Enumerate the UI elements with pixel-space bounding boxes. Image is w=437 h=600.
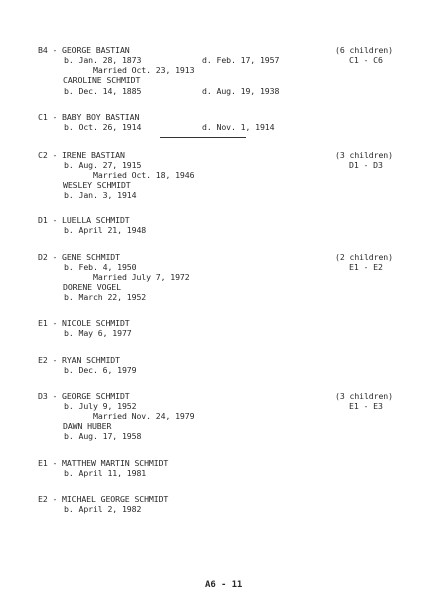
marriage-date: Married Oct. 18, 1946 [93,170,195,180]
children-count: (6 children) [335,45,393,55]
children-count: (3 children) [335,150,393,160]
birth-date: b. April 11, 1981 [64,468,147,478]
spouse-birth-date: b. Aug. 17, 1958 [64,431,142,441]
birth-date: b. Dec. 6, 1979 [64,365,137,375]
entry-code: D2 - [38,252,58,262]
entry-code: E1 - [38,318,58,328]
person-name: BABY BOY BASTIAN [62,112,140,122]
birth-date: b. May 6, 1977 [64,328,132,338]
death-date: d. Feb. 17, 1957 [202,55,280,65]
children-range: E1 - E3 [349,401,383,411]
person-name: GENE SCHMIDT [62,252,120,262]
spouse-birth-date: b. Jan. 3, 1914 [64,190,137,200]
entry-code: E2 - [38,355,58,365]
children-count: (2 children) [335,252,393,262]
birth-date: b. Jan. 28, 1873 [64,55,142,65]
birth-date: b. July 9, 1952 [64,401,137,411]
page-number: A6 - 11 [205,580,243,590]
spouse-name: DAWN HUBER [63,421,112,431]
entry-code: E2 - [38,494,58,504]
person-name: IRENE BASTIAN [62,150,125,160]
birth-date: b. Feb. 4, 1950 [64,262,137,272]
entry-code: E1 - [38,458,58,468]
person-name: GEORGE SCHMIDT [62,391,130,401]
birth-date: b. April 2, 1982 [64,504,142,514]
birth-date: b. Aug. 27, 1915 [64,160,142,170]
children-range: D1 - D3 [349,160,383,170]
person-name: GEORGE BASTIAN [62,45,130,55]
spouse-birth-date: b. March 22, 1952 [64,292,147,302]
death-date: d. Nov. 1, 1914 [202,122,275,132]
entry-code: C2 - [38,150,58,160]
birth-date: b. Oct. 26, 1914 [64,122,142,132]
children-range: C1 - C6 [349,55,383,65]
spouse-birth-date: b. Dec. 14, 1885 [64,86,142,96]
entry-code: D1 - [38,215,58,225]
spouse-name: DORENE VOGEL [63,282,121,292]
person-name: NICOLE SCHMIDT [62,318,130,328]
entry-code: B4 - [38,45,58,55]
marriage-date: Married July 7, 1972 [93,272,190,282]
person-name: LUELLA SCHMIDT [62,215,130,225]
children-range: E1 - E2 [349,262,383,272]
spouse-name: WESLEY SCHMIDT [63,180,131,190]
person-name: MICHAEL GEORGE SCHMIDT [62,494,169,504]
section-divider [160,137,246,138]
children-count: (3 children) [335,391,393,401]
entry-code: D3 - [38,391,58,401]
spouse-death-date: d. Aug. 19, 1938 [202,86,280,96]
entry-code: C1 - [38,112,58,122]
birth-date: b. April 21, 1948 [64,225,147,235]
person-name: RYAN SCHMIDT [62,355,120,365]
marriage-date: Married Oct. 23, 1913 [93,65,195,75]
spouse-name: CAROLINE SCHMIDT [63,75,141,85]
person-name: MATTHEW MARTIN SCHMIDT [62,458,169,468]
marriage-date: Married Nov. 24, 1979 [93,411,195,421]
